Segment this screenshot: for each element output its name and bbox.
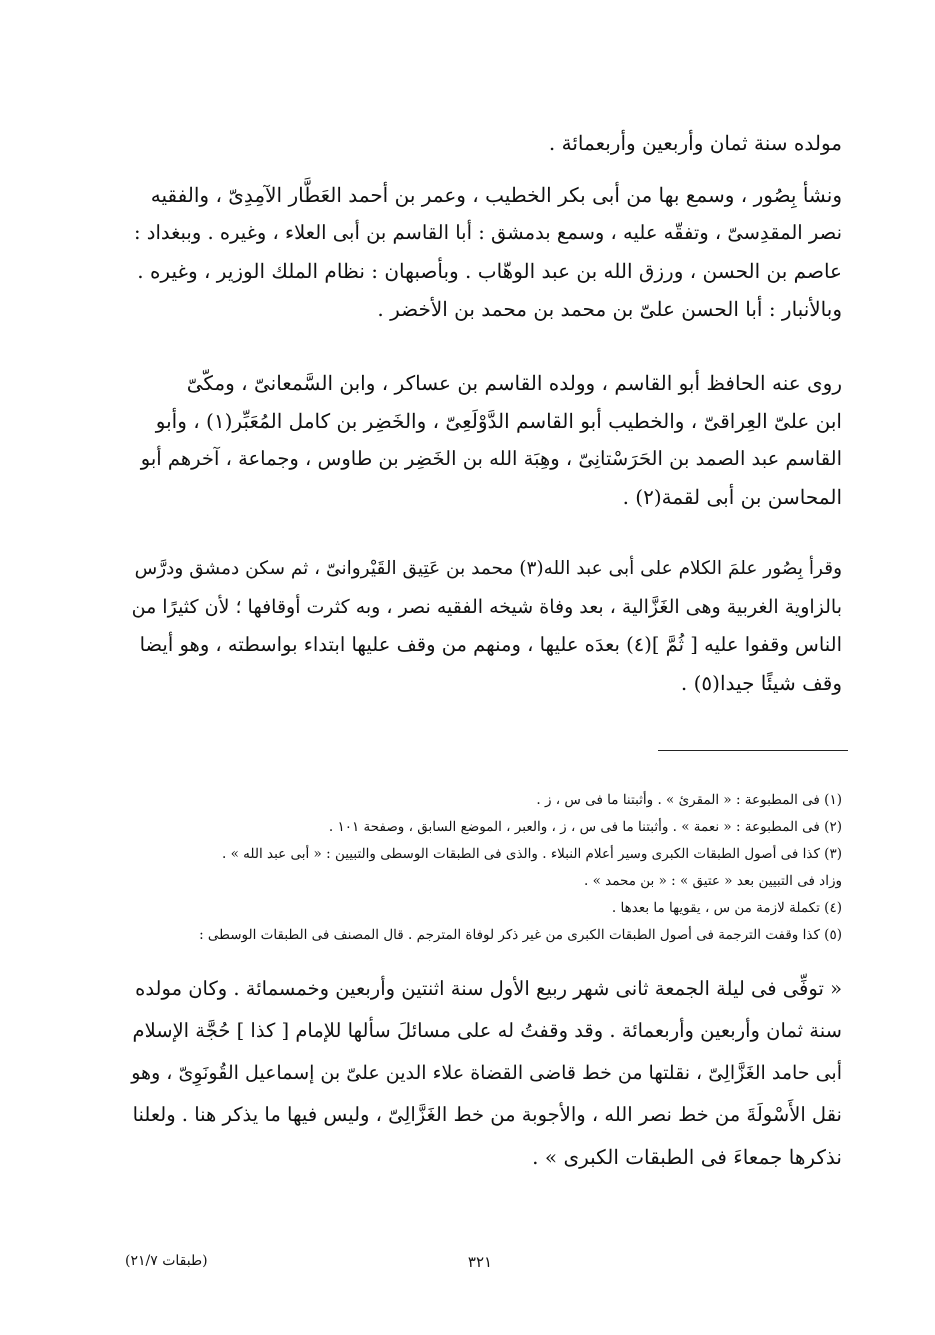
volume-reference: (طبقات ٢١/٧) [125,1253,208,1269]
footnote-1: (١) فى المطبوعة : « المقرئ » . وأثبتنا ما فى س ، ز . [536,792,842,808]
text-line: روى عنه الحافظ أبو القاسم ، وولده القاسم بن عساكر ، وابن السَّمعانىّ ، ومكّىّ [186,371,842,395]
paragraph-upbringing [130,176,842,328]
text-line: ابن علىّ العِراقىّ ، والخطيب أبو القاسم الدَّوْلَعِىّ ، والخَضِر بن كامل المُعَبِّر(١) ، وأبو [155,409,842,433]
text-line: القاسم عبد الصمد بن الحَرَسْتانِىّ ، وهِبَة الله بن الخَضِر بن طاوس ، وجماعة ، آخرهم أبو [140,447,842,470]
page-number: ٣٢١ [467,1253,493,1271]
text-line: وقرأ بِصُور علمَ الكلام على أبى عبد الله(٣) محمد بن عَتِيق القَيْروانىّ ، ثم سكن دمشق ودرَّس [134,558,842,579]
footnote-3: (٣) كذا فى أصول الطبقات الكبرى وسير أعلام النبلاء . والذى فى الطبقات الوسطى والتبيين : « أبى عبد الله » . [222,846,842,862]
text-line: المحاسن بن أبى لقمة(٢) . [622,485,842,509]
footnote-4: (٤) تكملة لازمة من س ، يقويها ما بعدها . [611,900,842,916]
text-line: عاصم بن الحسن ، ورزق الله بن عبد الوهّاب . وبأصبهان : نظام الملك الوزير ، وغيره . [137,259,842,283]
quote-line: نذكرها جمعاءَ فى الطبقات الكبرى » . [532,1145,842,1169]
footnote-separator [658,750,848,751]
text-line: بالزاوية الغربية وهى الغَزَّالية ، بعد وفاة شيخه الفقيه نصر ، وبه كثرت أوقافها ؛ لأن كثيرًا من [131,596,842,618]
text-line: وقف شيئًا جيدا(٥) . [680,671,842,695]
quote-line: سنة ثمان وأربعين وأربعمائة . وقد وقفتُ له على مسائلَ سألها للإمام [ كذا ] حُجَّة الإسلام [132,1019,842,1042]
footnote-2: (٢) فى المطبوعة : « نعمة » . وأثبتنا ما فى س ، ز ، والعبر ، الموضع السابق ، وصفحة ١٠١ . [328,819,842,835]
footnotes [130,787,842,949]
quote-line: نقل الأَسْولَةَ من خط نصر الله ، والأجوبة من خط الغَزَّالِىّ ، وليس فيها ما يذكر هنا . ولعلنا [132,1103,842,1126]
text-line: مولده سنة ثمان وأربعين وأربعمائة . [548,131,842,155]
footnote-quote [130,968,842,1178]
paragraph-narrators [130,364,842,516]
quote-line: « توفِّى فى ليلة الجمعة ثانى شهر ربيع الأول سنة اثنتين وأربعين وخمسمائة . وكان مولده [135,977,842,1000]
text-line: وبالأنبار : أبا الحسن علىّ بن محمد بن محمد بن الأخضر . [377,297,842,321]
quote-line: أبى حامد الغَزَّالِىّ ، نقلتها من خط قاضى القضاة علاء الدين علىّ بن إسماعيل القُونَوِىّ ، وهو [131,1062,842,1084]
footnote-5: (٥) كذا وقفت الترجمة فى أصول الطبقات الكبرى من غير ذكر لوفاة المترجم . قال المصنف فى الطبقات الوسطى : [199,927,842,943]
footnote-3-continued: وزاد فى التبيين بعد « عتيق » : « بن محمد » . [583,873,842,889]
text-line: الناس وقفوا عليه [ ثُمَّ ](٤) بعدَه عليها ، ومنهم من وقف عليها ابتداء بواسطته ، وهو أيضا [139,633,842,656]
paragraph-birth [130,124,842,162]
text-line: ونشأ بِصُور ، وسمع بها من أبى بكر الخطيب ، وعمر بن أحمد العَطَّار الآمِدِىّ ، والفقيه [150,183,842,207]
paragraph-teaching [130,550,842,702]
text-line: نصر المقدِسىّ ، وتفقّه عليه ، وسمع بدمشق : أبا القاسم بن أبى العلاء ، وغيره . وببغداد : [134,221,842,244]
